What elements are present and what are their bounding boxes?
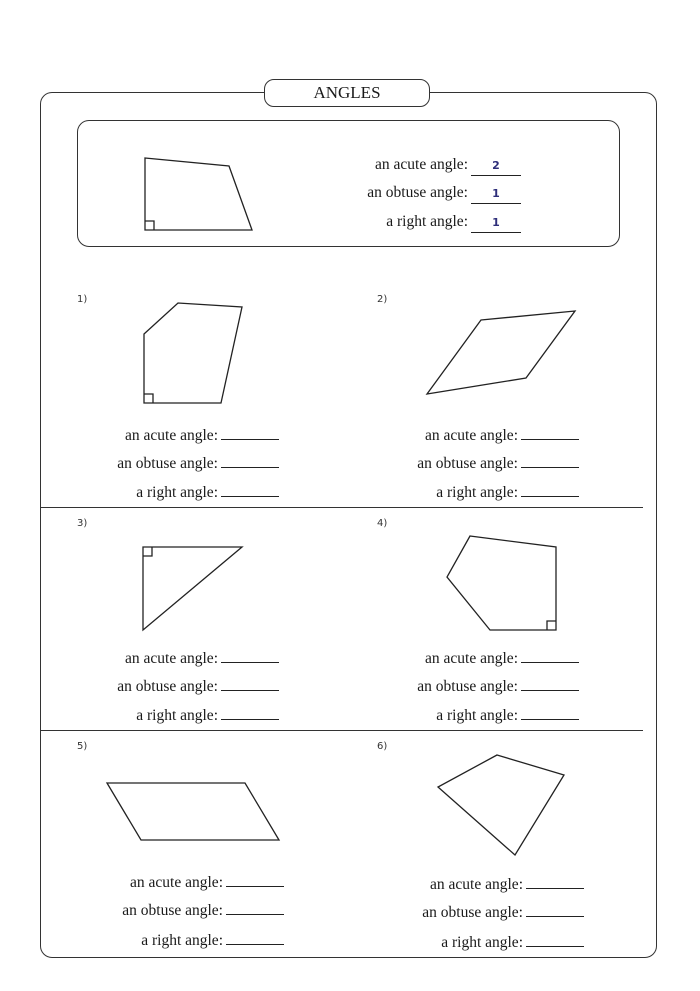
- example-right-label: a right angle:: [386, 213, 468, 230]
- problem-4-acute-row: [425, 646, 579, 666]
- problem-2-acute-answer[interactable]: [521, 423, 579, 440]
- example-acute-answer[interactable]: 2: [471, 159, 521, 176]
- problem-4-obtuse-row: [417, 674, 579, 694]
- problem-1-right-answer[interactable]: [221, 480, 279, 497]
- problem-6-obtuse-row: [422, 900, 584, 920]
- acute-label: an acute angle:: [125, 427, 218, 444]
- problem-number: 1): [77, 294, 88, 305]
- right-label: a right angle:: [136, 484, 218, 501]
- problem-number: 2): [377, 294, 388, 305]
- problem-3-obtuse-row: [117, 674, 279, 694]
- problem-4-acute-answer[interactable]: [521, 646, 579, 663]
- problem-5-right-row: [141, 928, 284, 948]
- row-divider: [40, 507, 643, 508]
- problem-1-obtuse-answer[interactable]: [221, 451, 279, 468]
- problem-6-acute-row: [430, 872, 584, 892]
- problem-number: 6): [377, 741, 388, 752]
- obtuse-label: an obtuse angle:: [117, 678, 218, 695]
- acute-label: an acute angle:: [130, 874, 223, 891]
- problem-5-obtuse-answer[interactable]: [226, 898, 284, 915]
- problem-6-right-answer[interactable]: [526, 930, 584, 947]
- problem-2-acute-row: [425, 423, 579, 443]
- right-label: a right angle:: [436, 484, 518, 501]
- row-divider: [40, 730, 643, 731]
- problem-4-right-answer[interactable]: [521, 703, 579, 720]
- acute-label: an acute angle:: [425, 650, 518, 667]
- problem-2-obtuse-row: [417, 451, 579, 471]
- problem-3-acute-answer[interactable]: [221, 646, 279, 663]
- problem-6-obtuse-answer[interactable]: [526, 900, 584, 917]
- problem-3-acute-row: [125, 646, 279, 666]
- acute-label: an acute angle:: [125, 650, 218, 667]
- problem-2-obtuse-answer[interactable]: [521, 451, 579, 468]
- problem-4-obtuse-answer[interactable]: [521, 674, 579, 691]
- problem-6-right-row: [441, 930, 584, 950]
- example-acute-row: [375, 155, 521, 175]
- problem-2-right-row: [436, 480, 579, 500]
- example-right-answer[interactable]: 1: [471, 216, 521, 233]
- problem-1-acute-answer[interactable]: [221, 423, 279, 440]
- problem-5-acute-row: [130, 870, 284, 890]
- problem-5-right-answer[interactable]: [226, 928, 284, 945]
- right-label: a right angle:: [436, 707, 518, 724]
- obtuse-label: an obtuse angle:: [122, 902, 223, 919]
- problem-6-acute-answer[interactable]: [526, 872, 584, 889]
- problem-5-acute-answer[interactable]: [226, 870, 284, 887]
- problem-number: 3): [77, 518, 88, 529]
- right-label: a right angle:: [441, 934, 523, 951]
- obtuse-label: an obtuse angle:: [417, 455, 518, 472]
- right-label: a right angle:: [136, 707, 218, 724]
- problem-5-obtuse-row: [122, 898, 284, 918]
- problem-2-right-answer[interactable]: [521, 480, 579, 497]
- page-title: ANGLES: [264, 79, 430, 107]
- obtuse-label: an obtuse angle:: [422, 904, 523, 921]
- example-right-row: [386, 212, 521, 232]
- example-acute-label: an acute angle:: [375, 156, 468, 173]
- problem-3-right-answer[interactable]: [221, 703, 279, 720]
- problem-number: 5): [77, 741, 88, 752]
- example-obtuse-label: an obtuse angle:: [367, 184, 468, 201]
- problem-4-right-row: [436, 703, 579, 723]
- example-obtuse-answer[interactable]: 1: [471, 187, 521, 204]
- problem-1-right-row: [136, 480, 279, 500]
- obtuse-label: an obtuse angle:: [417, 678, 518, 695]
- right-label: a right angle:: [141, 932, 223, 949]
- acute-label: an acute angle:: [430, 876, 523, 893]
- problem-1-acute-row: [125, 423, 279, 443]
- example-obtuse-row: [367, 183, 521, 203]
- problem-number: 4): [377, 518, 388, 529]
- obtuse-label: an obtuse angle:: [117, 455, 218, 472]
- acute-label: an acute angle:: [425, 427, 518, 444]
- problem-1-obtuse-row: [117, 451, 279, 471]
- problem-3-obtuse-answer[interactable]: [221, 674, 279, 691]
- problem-3-right-row: [136, 703, 279, 723]
- example-panel: [77, 120, 620, 247]
